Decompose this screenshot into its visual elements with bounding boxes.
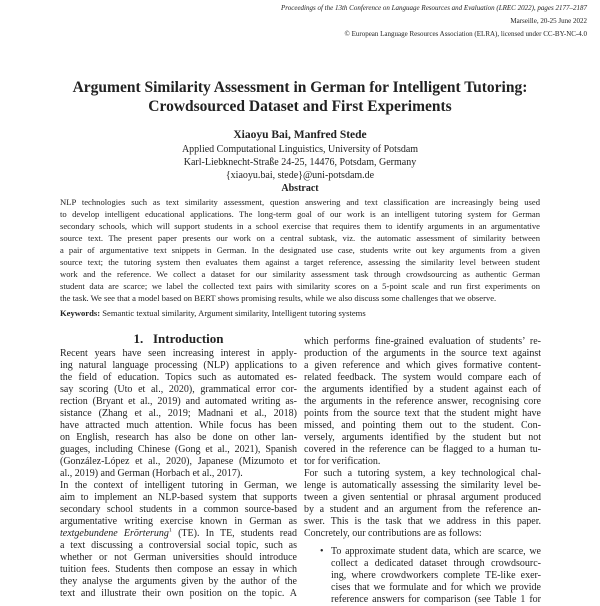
- text-line: In the context of intelligent tutoring in German, we: [60, 480, 297, 491]
- text-line: student data are scarce; we label the collected text pairs with similarity scores on a 5-point scale and run first experiments on: [60, 281, 540, 291]
- te-term: textgebundene Erörterung: [60, 528, 169, 539]
- text-line: tor for verification.: [304, 456, 381, 467]
- keywords-text: Semantic textual similarity, Argument similarity, Intelligent tutoring systems: [100, 308, 366, 318]
- text-line: a text discussing a controversial social topic, such as: [60, 540, 297, 551]
- text-line: text and illustrate their own position on the topic. A: [60, 588, 297, 599]
- bullet-icon: •: [320, 546, 324, 557]
- text-line: To approximate student data, which are scarce, we: [331, 546, 541, 557]
- text-line: Concretely, our contributions are as follows:: [304, 528, 482, 539]
- text-line: work and the reference. We collect a dataset for our similarity assessment task through crowdsourcing as authentic German: [60, 269, 540, 279]
- text-line: collect a dedicated dataset through crowdsourc-: [331, 558, 541, 569]
- text-line: say scoring (Uto et al., 2020), grammatical error cor-: [60, 384, 297, 395]
- location-line: Marseille, 20-25 June 2022: [510, 17, 587, 25]
- text-line: missed, and pointing them out to the student. Con-: [304, 420, 541, 431]
- text-line: tween a given sentential or phrasal argument produced: [304, 492, 541, 503]
- affiliation: Applied Computational Linguistics, University of Potsdam: [181, 144, 419, 155]
- text-line: NLP technologies such as text similarity assessment, question answering and text classification are increasingly being used: [60, 197, 540, 207]
- section-number: 1.: [133, 331, 144, 346]
- text-line: points from the source text that the student might have: [304, 408, 541, 419]
- text-line: covered in the reference can be flagged to a human tu-: [304, 444, 541, 455]
- text-line: by a student and an argument from the reference an-: [304, 504, 541, 515]
- text-line: sistance (Zhang et al., 2019; Madnani et al., 2018): [60, 408, 297, 419]
- text-line: secondary schools, which will support students in a school exercise that requires them to identify arguments in an argumentative: [60, 221, 540, 231]
- text-line: the field of education. Topics such as automated es-: [60, 372, 297, 383]
- keywords: [60, 308, 366, 319]
- footnote-mark: 1: [168, 528, 172, 534]
- text-line: on English, research has also be done on other lan-: [60, 432, 297, 443]
- text-line: [60, 528, 297, 540]
- text-line: swer. This is the task that we address in this paper.: [304, 516, 541, 527]
- text-line: rection (Bryant et al., 2019) and automated writing as-: [60, 396, 297, 407]
- text-line: lenge is automatically assessing the similarity level be-: [304, 480, 541, 491]
- text-line: Recent years have seen increasing interest in apply-: [60, 348, 297, 359]
- contribution-bullet: [331, 546, 541, 606]
- authors: Xiaoyu Bai, Manfred Stede: [233, 129, 367, 141]
- email: {xiaoyu.bai, stede}@uni-potsdam.de: [225, 170, 375, 181]
- license-line: © European Language Resources Association (ELRA), licensed under CC-BY-NC-4.0: [344, 30, 587, 38]
- text-line: related feedback. The system would compare each of: [304, 372, 541, 383]
- section-title: Introduction: [152, 331, 224, 346]
- text-line: versely, arguments identified by the student but not: [304, 432, 541, 443]
- text-line: the arguments identified by a student against each of: [304, 384, 541, 395]
- text-line: aim to implement an NLP-based system that supports: [60, 492, 297, 503]
- text-line: reference answers for comparison (see Table 1 for: [331, 594, 541, 605]
- right-column-text: [304, 336, 541, 540]
- title-line: Argument Similarity Assessment in German for Intelligent Tutoring:: [72, 79, 528, 96]
- text-line: guages, including Chinese (Gong et al., 2021), Spanish: [60, 444, 297, 455]
- text-line: whether or not German universities should introduce: [60, 552, 297, 563]
- text-line: have attracted much attention. While focus has been: [60, 420, 297, 431]
- text-line: which performs fine-grained evaluation of students’ re-: [304, 336, 541, 347]
- text-line: cises that we formulate and for which we provide: [331, 582, 541, 593]
- title-line: Crowdsourced Dataset and First Experiments: [148, 98, 452, 115]
- text-line: production of the arguments in the source text against: [304, 348, 541, 359]
- text-line: al., 2019) and German (Horbach et al., 2017).: [60, 468, 243, 479]
- proceedings-line: Proceedings of the 13th Conference on Language Resources and Evaluation (LREC 2022), pages 2177–2187: [280, 4, 587, 12]
- text-line: tuition fees. Students then compose an essay in which: [60, 564, 297, 575]
- text-line: a pair of argumentative text snippets in German. In the designated use case, students write out key arguments from a given: [60, 245, 540, 255]
- abstract-heading: Abstract: [281, 183, 319, 194]
- text-line: a given reference and which gives formative content-: [304, 360, 541, 371]
- abstract-body: [60, 196, 540, 304]
- text-line: secondary school students in a common source-based: [60, 504, 297, 515]
- paper-title: [0, 78, 600, 116]
- text-line: they analyse the arguments given by the author of the: [60, 576, 297, 587]
- text-line: source text. The present paper presents our work on a central subtask, viz. the automatic assessment of similarity between: [60, 233, 540, 243]
- text-line: For such a tutoring system, a key technological chal-: [304, 468, 541, 479]
- keywords-label: Keywords:: [60, 308, 101, 318]
- text-line: the arguments in the reference answer, recognising core: [304, 396, 541, 407]
- text-line: ing natural language processing (NLP) applications to: [60, 360, 297, 371]
- text-fragment: (TE). In TE, students read: [171, 528, 297, 539]
- text-line: ing, where crowdworkers complete TE-like exer-: [331, 570, 541, 581]
- text-line: (González-López et al., 2020), Japanese (Mizumoto et: [60, 456, 297, 467]
- address: Karl-Liebknecht-Straße 24-25, 14476, Potsdam, Germany: [183, 157, 417, 168]
- left-column-text: [60, 348, 297, 600]
- text-line: argumentative writing exercise known in German as: [60, 516, 297, 527]
- text-line: source text; the tutoring system then evaluates them against a target reference, assessing the similarity level between student: [60, 257, 540, 267]
- text-line: to develop intelligent educational applications. The long-term goal of our work is an intelligent tutoring system for German: [60, 209, 540, 219]
- text-line: the task. We see that a model based on BERT shows promising results, while we also discuss some challenges that we observe.: [60, 293, 497, 303]
- section-heading: [60, 331, 297, 346]
